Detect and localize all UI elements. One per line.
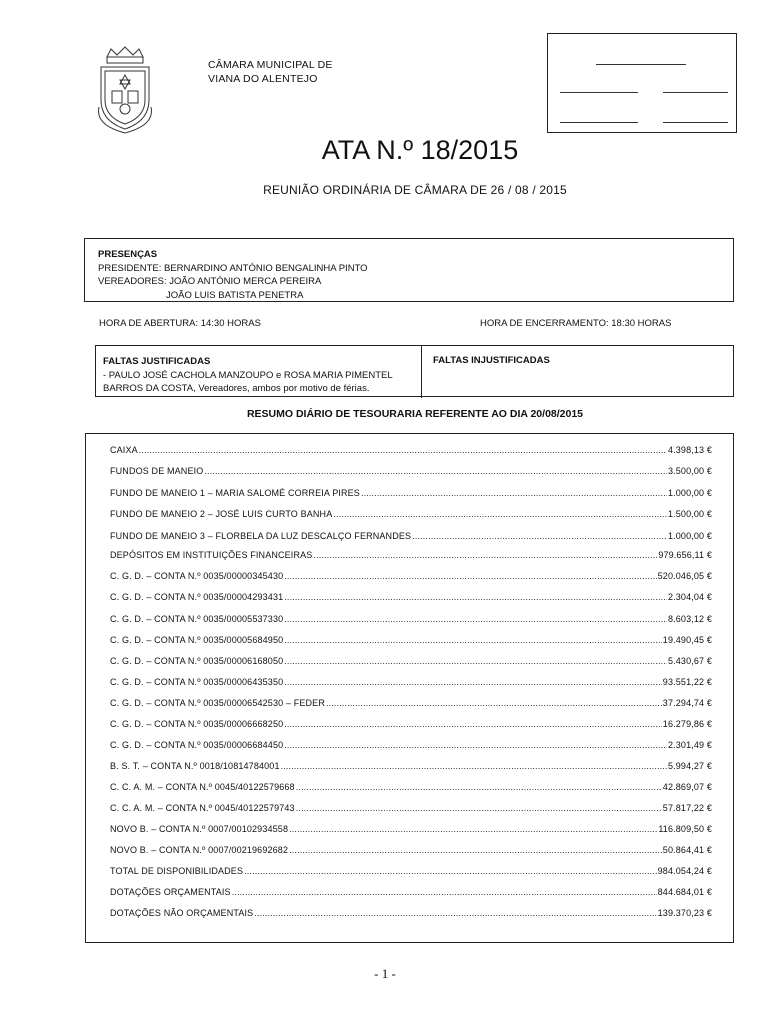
ledger-label: C. C. A. M. – CONTA N.º 0045/40122579668 (110, 782, 295, 792)
councillors-line-2: JOÃO LUIS BATISTA PENETRA (166, 289, 304, 301)
ledger-row (110, 719, 712, 733)
column-divider (421, 346, 422, 398)
ledger-row (110, 635, 712, 649)
ledger-value: 844.684,01 € (657, 887, 712, 897)
closing-time: HORA DE ENCERRAMENTO: 18:30 HORAS (480, 318, 672, 329)
ledger-label: C. G. D. – CONTA N.º 0035/00006435350 (110, 677, 284, 687)
ledger-row (110, 845, 712, 859)
president-line: PRESIDENTE: BERNARDINO ANTÓNIO BENGALINHA PINTO (98, 262, 368, 274)
leader-dots (204, 466, 667, 476)
ledger-row (110, 698, 712, 712)
ledger-label: FUNDOS DE MANEIO (110, 466, 204, 476)
leader-dots (361, 488, 667, 498)
document-subtitle: REUNIÃO ORDINÁRIA DE CÂMARA DE 26 / 08 / 2015 (263, 183, 567, 197)
organization-header (208, 58, 333, 86)
ledger-value: 1.500,00 € (667, 509, 712, 519)
org-name-line2: VIANA DO ALENTEJO (208, 73, 318, 85)
absences-box (95, 345, 734, 397)
ledger-value: 3.500,00 € (667, 466, 712, 476)
ledger-label: TOTAL DE DISPONIBILIDADES (110, 866, 244, 876)
signature-box (547, 33, 737, 133)
ledger-label: C. G. D. – CONTA N.º 0035/00005684950 (110, 635, 284, 645)
ledger-label: NOVO B. – CONTA N.º 0007/00102934558 (110, 824, 289, 834)
ledger-value: 520.046,05 € (657, 571, 712, 581)
leader-dots (289, 845, 662, 855)
ledger-label: C. G. D. – CONTA N.º 0035/00005537330 (110, 614, 284, 624)
ledger-value: 16.279,86 € (662, 719, 712, 729)
ledger-value: 116.809,50 € (658, 824, 712, 834)
ledger-value: 4.398,13 € (667, 445, 712, 455)
ledger-label: C. G. D. – CONTA N.º 0035/00000345430 (110, 571, 284, 581)
ledger-row (110, 782, 712, 796)
ledger-value: 1.000,00 € (667, 531, 712, 541)
attendance-box (84, 238, 734, 302)
ledger-row (110, 571, 712, 585)
ledger-value: 57.817,22 € (662, 803, 712, 813)
leader-dots (254, 908, 656, 918)
treasury-summary-title: RESUMO DIÁRIO DE TESOURARIA REFERENTE AO DIA 20/08/2015 (246, 408, 584, 420)
ledger-row (110, 761, 712, 775)
ledger-label: C. G. D. – CONTA N.º 0035/00006668250 (110, 719, 284, 729)
leader-dots (326, 698, 662, 708)
ledger-row (110, 803, 712, 817)
municipal-seal-icon (95, 45, 155, 135)
leader-dots (284, 614, 667, 624)
leader-dots (289, 824, 657, 834)
ledger-row (110, 550, 712, 564)
ledger-label: C. G. D. – CONTA N.º 0035/00006168050 (110, 656, 284, 666)
ledger-row (110, 656, 712, 670)
ledger-row (110, 677, 712, 691)
leader-dots (244, 866, 657, 876)
ledger-value: 37.294,74 € (662, 698, 712, 708)
org-name-line1: CÂMARA MUNICIPAL DE (208, 59, 333, 71)
ledger-value: 19.490,45 € (662, 635, 712, 645)
ledger-row (110, 887, 712, 901)
leader-dots (139, 445, 667, 455)
opening-time: HORA DE ABERTURA: 14:30 HORAS (99, 318, 261, 329)
councillors-line-1: VEREADORES: JOÃO ANTÓNIO MERCA PEREIRA (98, 276, 322, 287)
ledger-row (110, 509, 712, 523)
ledger-value: 5.994,27 € (667, 761, 712, 771)
ledger-label: C. G. D. – CONTA N.º 0035/00006542530 – FEDER (110, 698, 325, 708)
ledger-label: DOTAÇÕES ORÇAMENTAIS (110, 887, 231, 897)
treasury-summary-box (85, 433, 734, 943)
ledger-label: CAIXA (110, 445, 138, 455)
leader-dots (284, 677, 662, 687)
ledger-row (110, 445, 712, 459)
ledger-value: 50.864,41 € (662, 845, 712, 855)
ledger-label: DEPÓSITOS EM INSTITUIÇÕES FINANCEIRAS (110, 550, 313, 560)
leader-dots (284, 571, 656, 581)
ledger-label: B. S. T. – CONTA N.º 0018/10814784001 (110, 761, 280, 771)
ledger-row (110, 908, 712, 922)
ledger-row (110, 592, 712, 606)
ledger-row (110, 614, 712, 628)
ledger-label: C. G. D. – CONTA N.º 0035/00004293431 (110, 592, 284, 602)
leader-dots (296, 782, 662, 792)
signature-line (560, 122, 638, 123)
leader-dots (412, 531, 667, 541)
ledger-label: FUNDO DE MANEIO 1 – MARIA SALOMÉ CORREIA PIRES (110, 488, 360, 498)
ledger-row (110, 531, 712, 545)
leader-dots (313, 550, 657, 560)
ledger-row (110, 488, 712, 502)
leader-dots (284, 635, 662, 645)
ledger-label: NOVO B. – CONTA N.º 0007/00219692682 (110, 845, 289, 855)
ledger-row (110, 866, 712, 880)
justified-absences-text-1: - PAULO JOSÉ CACHOLA MANZOUPO e ROSA MARIA PIMENTEL (103, 369, 393, 381)
document-title: ATA N.º 18/2015 (321, 135, 519, 165)
ledger-value: 979.656,11 € (658, 550, 712, 560)
signature-line (560, 92, 638, 93)
ledger-label: C. C. A. M. – CONTA N.º 0045/40122579743 (110, 803, 295, 813)
leader-dots (296, 803, 662, 813)
ledger-label: FUNDO DE MANEIO 2 – JOSÉ LUIS CURTO BANHA (110, 509, 333, 519)
unjustified-absences-label: FALTAS INJUSTIFICADAS (433, 355, 550, 366)
signature-line (663, 92, 728, 93)
attendance-label: PRESENÇAS (98, 249, 158, 260)
leader-dots (281, 761, 667, 771)
leader-dots (333, 509, 667, 519)
leader-dots (232, 887, 657, 897)
ledger-value: 8.603,12 € (667, 614, 712, 624)
ledger-value: 984.054,24 € (657, 866, 712, 876)
page-number: - 1 - (374, 966, 396, 981)
ledger-label: FUNDO DE MANEIO 3 – FLORBELA DA LUZ DESCALÇO FERNANDES (110, 531, 412, 541)
justified-absences-label: FALTAS JUSTIFICADAS (103, 356, 211, 367)
ledger-value: 139.370,23 € (657, 908, 712, 918)
justified-absences (103, 355, 413, 396)
signature-line (596, 64, 686, 65)
leader-dots (284, 656, 667, 666)
ledger-value: 2.301,49 € (667, 740, 712, 750)
ledger-label: C. G. D. – CONTA N.º 0035/00006684450 (110, 740, 284, 750)
leader-dots (284, 592, 667, 602)
signature-line (663, 122, 728, 123)
justified-absences-text-2: BARROS DA COSTA, Vereadores, ambos por motivo de férias. (103, 383, 370, 394)
leader-dots (284, 740, 667, 750)
ledger-row (110, 466, 712, 480)
leader-dots (284, 719, 662, 729)
ledger-value: 1.000,00 € (667, 488, 712, 498)
ledger-value: 2.304,04 € (667, 592, 712, 602)
ledger-row (110, 740, 712, 754)
ledger-label: DOTAÇÕES NÃO ORÇAMENTAIS (110, 908, 254, 918)
ledger-value: 5.430,67 € (667, 656, 712, 666)
ledger-row (110, 824, 712, 838)
ledger-value: 42.869,07 € (662, 782, 712, 792)
ledger-value: 93.551,22 € (662, 677, 712, 687)
